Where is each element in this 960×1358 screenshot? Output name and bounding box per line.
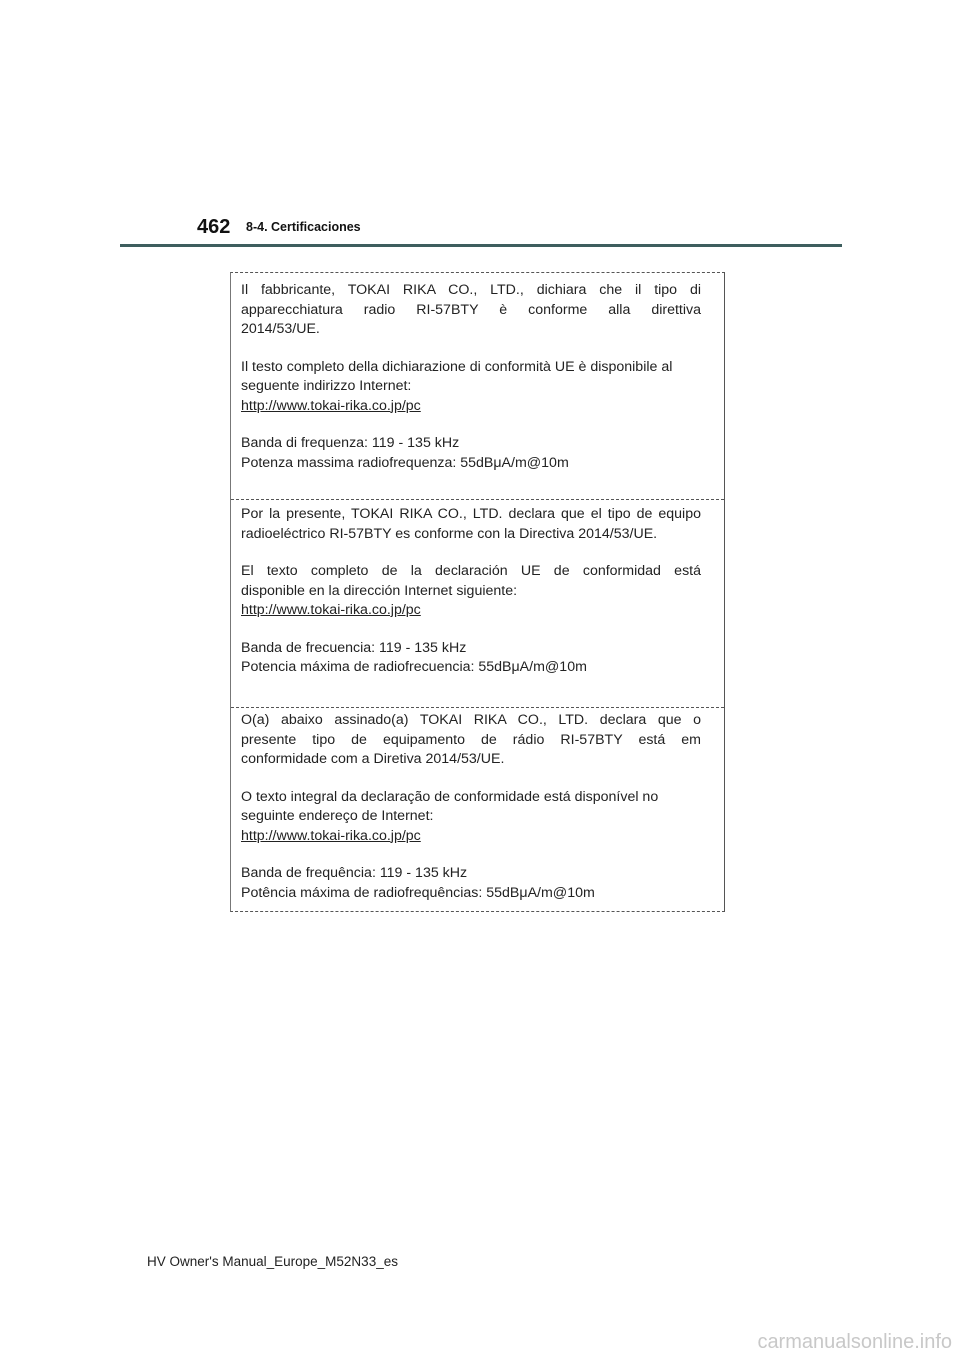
page-number: 462 (197, 216, 231, 238)
header-rule (120, 244, 842, 247)
portuguese-para2-line2: seguinte endereço de Internet: (241, 808, 434, 824)
portuguese-para1-line2: presente tipo de equipamento de rádio RI-57BTY está em (241, 731, 701, 748)
section-divider (231, 499, 724, 500)
portuguese-power: Potência máxima de radiofrequências: 55dBμA/m@10m (241, 884, 595, 901)
spanish-link[interactable]: http://www.tokai-rika.co.jp/pc (241, 602, 421, 618)
site-watermark: carmanualsonline.info (757, 1331, 952, 1353)
certification-scan-box (230, 272, 725, 912)
section-divider (231, 707, 724, 708)
portuguese-frequency: Banda de frequência: 119 - 135 kHz (241, 865, 468, 881)
spanish-para2-line2: disponible en la dirección Internet siguiente: (241, 582, 518, 599)
portuguese-para1-line1: O(a) abaixo assinado(a) TOKAI RIKA CO., LTD. declara que o (241, 712, 701, 728)
section-title: 8-4. Certificaciones (246, 220, 361, 234)
spanish-para2-line1: El texto completo de la declaración UE de conformidad está (241, 563, 701, 579)
spanish-para1-line1: Por la presente, TOKAI RIKA CO., LTD. declara que el tipo de equipo (241, 506, 701, 522)
manual-id-footer: HV Owner's Manual_Europe_M52N33_es (147, 1254, 398, 1269)
portuguese-declaration (241, 711, 701, 903)
italian-power: Potenza massima radiofrequenza: 55dBμA/m@10m (241, 454, 569, 471)
portuguese-para1-line3: conformidade com a Diretiva 2014/53/UE. (241, 751, 505, 767)
spanish-declaration (241, 505, 701, 678)
italian-para1-line1: Il fabbricante, TOKAI RIKA CO., LTD., dichiara che il tipo di (241, 282, 701, 298)
spanish-power: Potencia máxima de radiofrecuencia: 55dBμA/m@10m (241, 659, 587, 675)
italian-para2-line1: Il testo completo della dichiarazione di conformità UE è disponibile al (241, 358, 673, 375)
italian-link[interactable]: http://www.tokai-rika.co.jp/pc (241, 397, 421, 414)
portuguese-link[interactable]: http://www.tokai-rika.co.jp/pc (241, 827, 421, 844)
spanish-para1-line2: radioeléctrico RI-57BTY es conforme con la Directiva 2014/53/UE. (241, 525, 658, 542)
portuguese-para2-line1: O texto integral da declaração de conformidade está disponível no (241, 788, 659, 805)
italian-para1-line2: apparecchiatura radio RI-57BTY è conforme alla direttiva (241, 301, 701, 318)
italian-declaration (241, 281, 701, 473)
italian-para2-line2: seguente indirizzo Internet: (241, 378, 412, 394)
spanish-frequency: Banda de frecuencia: 119 - 135 kHz (241, 639, 467, 656)
italian-frequency: Banda di frequenza: 119 - 135 kHz (241, 435, 460, 451)
italian-para1-line3: 2014/53/UE. (241, 321, 320, 337)
